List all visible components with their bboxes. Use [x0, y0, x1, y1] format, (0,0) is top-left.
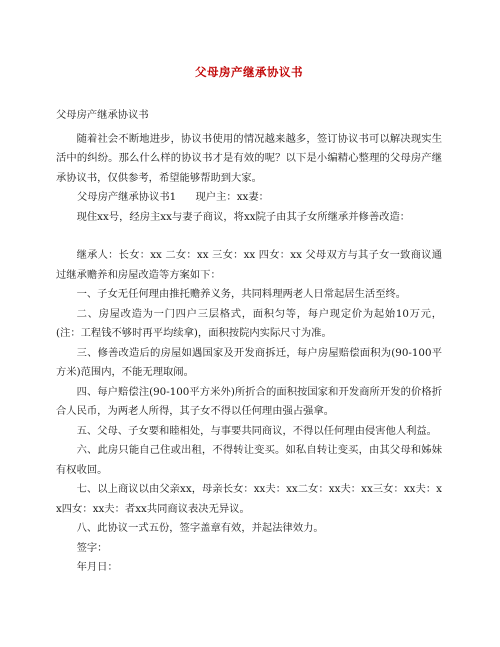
clause-8: 八、此协议一式五份，签字盖章有效，并起法律效力。: [76, 522, 324, 534]
clause-6: 六、此房只能自己住或出租，不得转让变买。如私自转让变买，由其父母和姊妹有权收回。: [56, 444, 442, 476]
section-label: 父母房产继承协议书1: [77, 191, 177, 203]
heirs-paragraph: 继承人：长女：xx 二女：xx 三女：xx 四女：xx 父母双方与其子女一致商议通过继承赡养和房屋改造等方案如下：: [56, 249, 442, 281]
clause-1: 一、子女无任何理由推托赡养义务，共同料理两老人日常起居生活至终。: [76, 288, 407, 300]
statement-paragraph: 现住xx号，经房主xx与妻子商议，将xx院子由其子女所继承并修善改造：: [76, 210, 411, 223]
clause-2: 二、房屋改造为一门四户三层格式，面积匀等，每户现定价为起始10万元，(注：工程钱不够时再平均续拿)，面积按院内实际尺寸为准。: [56, 307, 442, 339]
clause-3: 三、修善改造后的房屋如遇国家及开发商拆迁，每户房屋赔偿面积为(90-100平方米)范围内，不能无理取闹。: [56, 346, 442, 378]
signature-label: 签字：: [76, 541, 108, 554]
owner-label: 现户主：xx妻：: [195, 191, 269, 203]
clause-7: 七、以上商议以由父亲xx，母亲长女：xx夫：xx二女：xx夫：xx三女：xx夫：xx四女：xx夫：者xx共同商议表决无异议。: [56, 483, 442, 515]
date-label: 年月日：: [76, 561, 118, 573]
intro-paragraph: 随着社会不断地进步，协议书使用的情况越来越多，签订协议书可以解决现实生活中的纠纷。那么什么样的协议书才是有效的呢？以下是小编精心整理的父母房产继承协议书，仅供参考，希望能够帮助到大家。: [56, 132, 442, 184]
section-header: [56, 188, 442, 208]
blank-line: [56, 227, 442, 246]
document-subtitle: 父母房产继承协议书: [56, 109, 149, 121]
clause-4: 四、每户赔偿注(90-100平方米外)所折合的面积按国家和开发商所开发的价格折合人民币，为两老人所得，其子女不得以任何理由强占强拿。: [56, 385, 442, 417]
clause-5: 五、父母、子女要和睦相处，与事要共同商议，不得以任何理由侵害他人利益。: [76, 424, 437, 437]
document-title: 父母房产继承协议书: [195, 65, 303, 79]
